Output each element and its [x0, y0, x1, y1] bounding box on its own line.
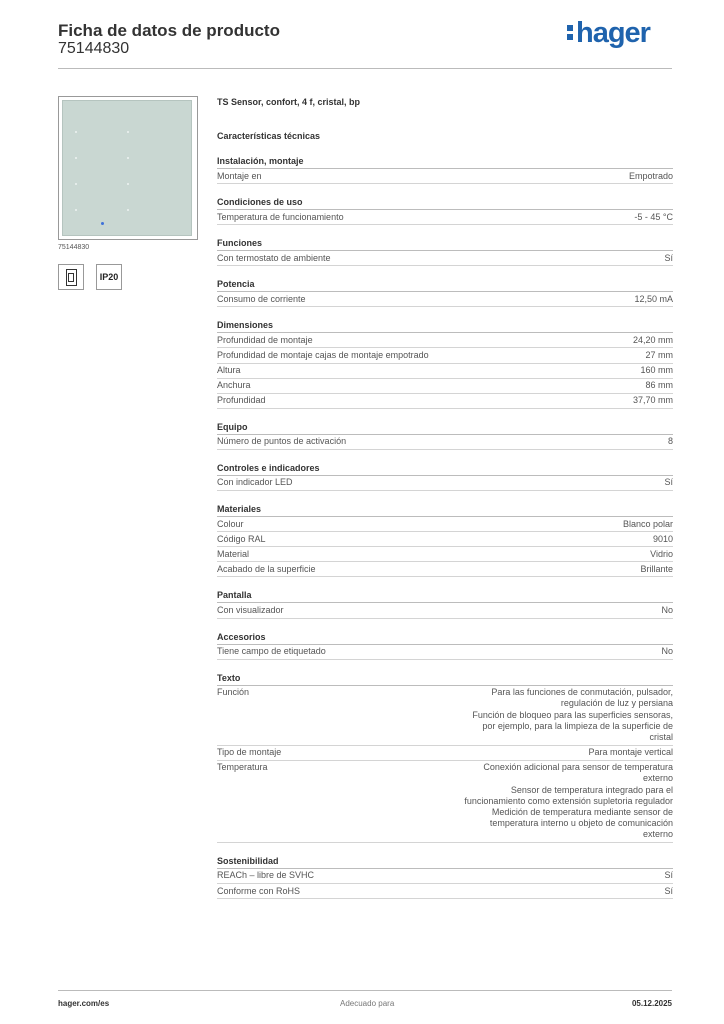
spec-section: [217, 462, 673, 491]
section-heading: Funciones: [217, 237, 673, 251]
spec-section: [217, 631, 673, 660]
spec-row: [217, 686, 673, 746]
spec-label: Conforme con RoHS: [217, 885, 301, 896]
page-title: Ficha de datos de producto: [58, 21, 280, 40]
hager-logo: [566, 16, 650, 50]
product-title: TS Sensor, confort, 4 f, cristal, bp: [217, 97, 361, 107]
spec-section: [217, 855, 673, 899]
spec-section: [217, 237, 673, 266]
spec-value: Brillante: [640, 563, 673, 574]
spec-value: No: [661, 646, 673, 656]
spec-sections: [217, 155, 673, 899]
led-indicator: [101, 222, 104, 225]
spec-row: [217, 532, 673, 547]
spec-row: [217, 394, 673, 409]
spec-value: -5 - 45 °C: [634, 211, 673, 222]
spec-label: Con indicador LED: [217, 477, 293, 488]
spec-section: [217, 589, 673, 618]
spec-row: [217, 379, 673, 394]
spec-label: Con termostato de ambiente: [217, 252, 331, 263]
section-heading: Instalación, montaje: [217, 155, 673, 169]
spec-row: [217, 645, 673, 660]
spec-section: [217, 196, 673, 225]
spec-value: 8: [667, 436, 673, 447]
spec-value: Vidrio: [650, 548, 673, 559]
spec-value: Sí: [664, 870, 673, 881]
spec-value: No: [661, 604, 673, 615]
section-heading: Accesorios: [217, 631, 673, 645]
spec-label: Consumo de corriente: [217, 293, 306, 304]
spec-row: [217, 292, 673, 307]
spec-value-line: externo: [642, 773, 673, 784]
spec-row: [217, 169, 673, 184]
spec-value: 37,70 mm: [632, 395, 673, 406]
spec-label: Temperatura de funcionamiento: [217, 211, 344, 222]
logo-text: hager: [576, 17, 650, 49]
section-heading: Controles e indicadores: [217, 462, 673, 476]
spec-row: [217, 562, 673, 577]
spec-row: [217, 476, 673, 491]
spec-row: [217, 603, 673, 618]
header-divider: [58, 68, 672, 69]
spec-value-line: Medición de temperatura mediante sensor de: [491, 806, 673, 817]
section-heading: Materiales: [217, 503, 673, 517]
footer-suitable-for: Adecuado para: [340, 999, 395, 1008]
spec-value-line: externo: [642, 829, 673, 840]
spec-value: Para montaje vertical: [588, 747, 673, 757]
spec-row: [217, 869, 673, 884]
spec-value-line: cristal: [649, 731, 673, 742]
spec-row: [217, 547, 673, 562]
spec-label: Código RAL: [217, 533, 266, 544]
spec-value: [433, 762, 673, 840]
spec-label: Número de puntos de activación: [217, 436, 347, 447]
spec-value-line: Función de bloqueo para las superficies sensoras,: [472, 709, 673, 720]
spec-label: Profundidad de montaje: [217, 334, 313, 345]
spec-label: Temperatura: [217, 762, 268, 773]
spec-label: Profundidad: [217, 395, 266, 406]
section-heading: Equipo: [217, 421, 673, 435]
logo-dots-icon: [566, 20, 575, 42]
spec-section: [217, 319, 673, 408]
spec-label: Anchura: [217, 380, 251, 391]
spec-value-line: Para las funciones de conmutación, pulsador,: [491, 687, 673, 698]
spec-row: [217, 746, 673, 761]
spec-value-line: funcionamiento como extensión supletoria regulador: [464, 795, 673, 806]
spec-value: Sí: [664, 885, 673, 896]
spec-row: [217, 348, 673, 363]
section-heading: Potencia: [217, 278, 673, 292]
spec-row: [217, 210, 673, 225]
spec-label: Función: [217, 687, 250, 698]
ip-rating-badge: IP20: [96, 264, 122, 290]
spec-section: [217, 278, 673, 307]
spec-content: [217, 95, 673, 899]
spec-value: 12,50 mA: [634, 293, 673, 304]
spec-value-line: Sensor de temperatura integrado para el: [510, 784, 673, 795]
footer-divider: [58, 990, 672, 991]
spec-row: [217, 364, 673, 379]
spec-value: 24,20 mm: [632, 334, 673, 345]
sensor-panel: [62, 100, 192, 236]
spec-row: [217, 435, 673, 450]
spec-section: [217, 672, 673, 843]
spec-value: 160 mm: [640, 365, 673, 376]
spec-section: [217, 503, 673, 577]
spec-row: [217, 517, 673, 532]
spec-value-line: Conexión adicional para sensor de temperatura: [483, 762, 673, 773]
spec-label: Tiene campo de etiquetado: [217, 646, 326, 656]
spec-row: [217, 333, 673, 348]
spec-value-line: temperatura interno u objeto de comunicación: [489, 818, 673, 829]
spec-value: Empotrado: [628, 170, 673, 181]
spec-value-line: regulación de luz y persiana: [560, 698, 673, 709]
spec-value-line: por ejemplo, para la limpieza de la superficie de: [482, 720, 673, 731]
flush-mount-icon: [58, 264, 84, 290]
product-image: [58, 96, 198, 240]
spec-label: Acabado de la superficie: [217, 563, 316, 574]
technical-characteristics-heading: Características técnicas: [217, 131, 321, 141]
spec-label: REACh – libre de SVHC: [217, 870, 315, 881]
spec-section: [217, 155, 673, 184]
spec-label: Montaje en: [217, 170, 262, 181]
spec-value: Sí: [664, 477, 673, 488]
spec-value: Blanco polar: [622, 518, 673, 529]
spec-row: [217, 884, 673, 899]
section-heading: Texto: [217, 672, 673, 686]
spec-section: [217, 421, 673, 450]
section-heading: Pantalla: [217, 589, 673, 603]
footer-date: 05.12.2025: [631, 999, 672, 1008]
spec-value: Sí: [664, 252, 673, 263]
section-heading: Condiciones de uso: [217, 196, 673, 210]
spec-value: 86 mm: [645, 380, 673, 391]
product-code: 75144830: [58, 40, 130, 57]
spec-label: Altura: [217, 365, 241, 376]
section-heading: Dimensiones: [217, 319, 673, 333]
spec-row: [217, 761, 673, 843]
spec-value: 27 mm: [645, 349, 673, 360]
spec-label: Material: [217, 548, 250, 559]
spec-value: 9010: [652, 533, 673, 544]
spec-label: Colour: [217, 518, 244, 529]
spec-label: Tipo de montaje: [217, 747, 282, 757]
section-heading: Sostenibilidad: [217, 855, 673, 869]
spec-label: Con visualizador: [217, 604, 284, 615]
image-caption: 75144830: [58, 244, 90, 251]
footer-website: hager.com/es: [58, 999, 110, 1008]
spec-value: [433, 687, 673, 743]
spec-label: Profundidad de montaje cajas de montaje empotrado: [217, 349, 429, 360]
spec-row: [217, 251, 673, 266]
